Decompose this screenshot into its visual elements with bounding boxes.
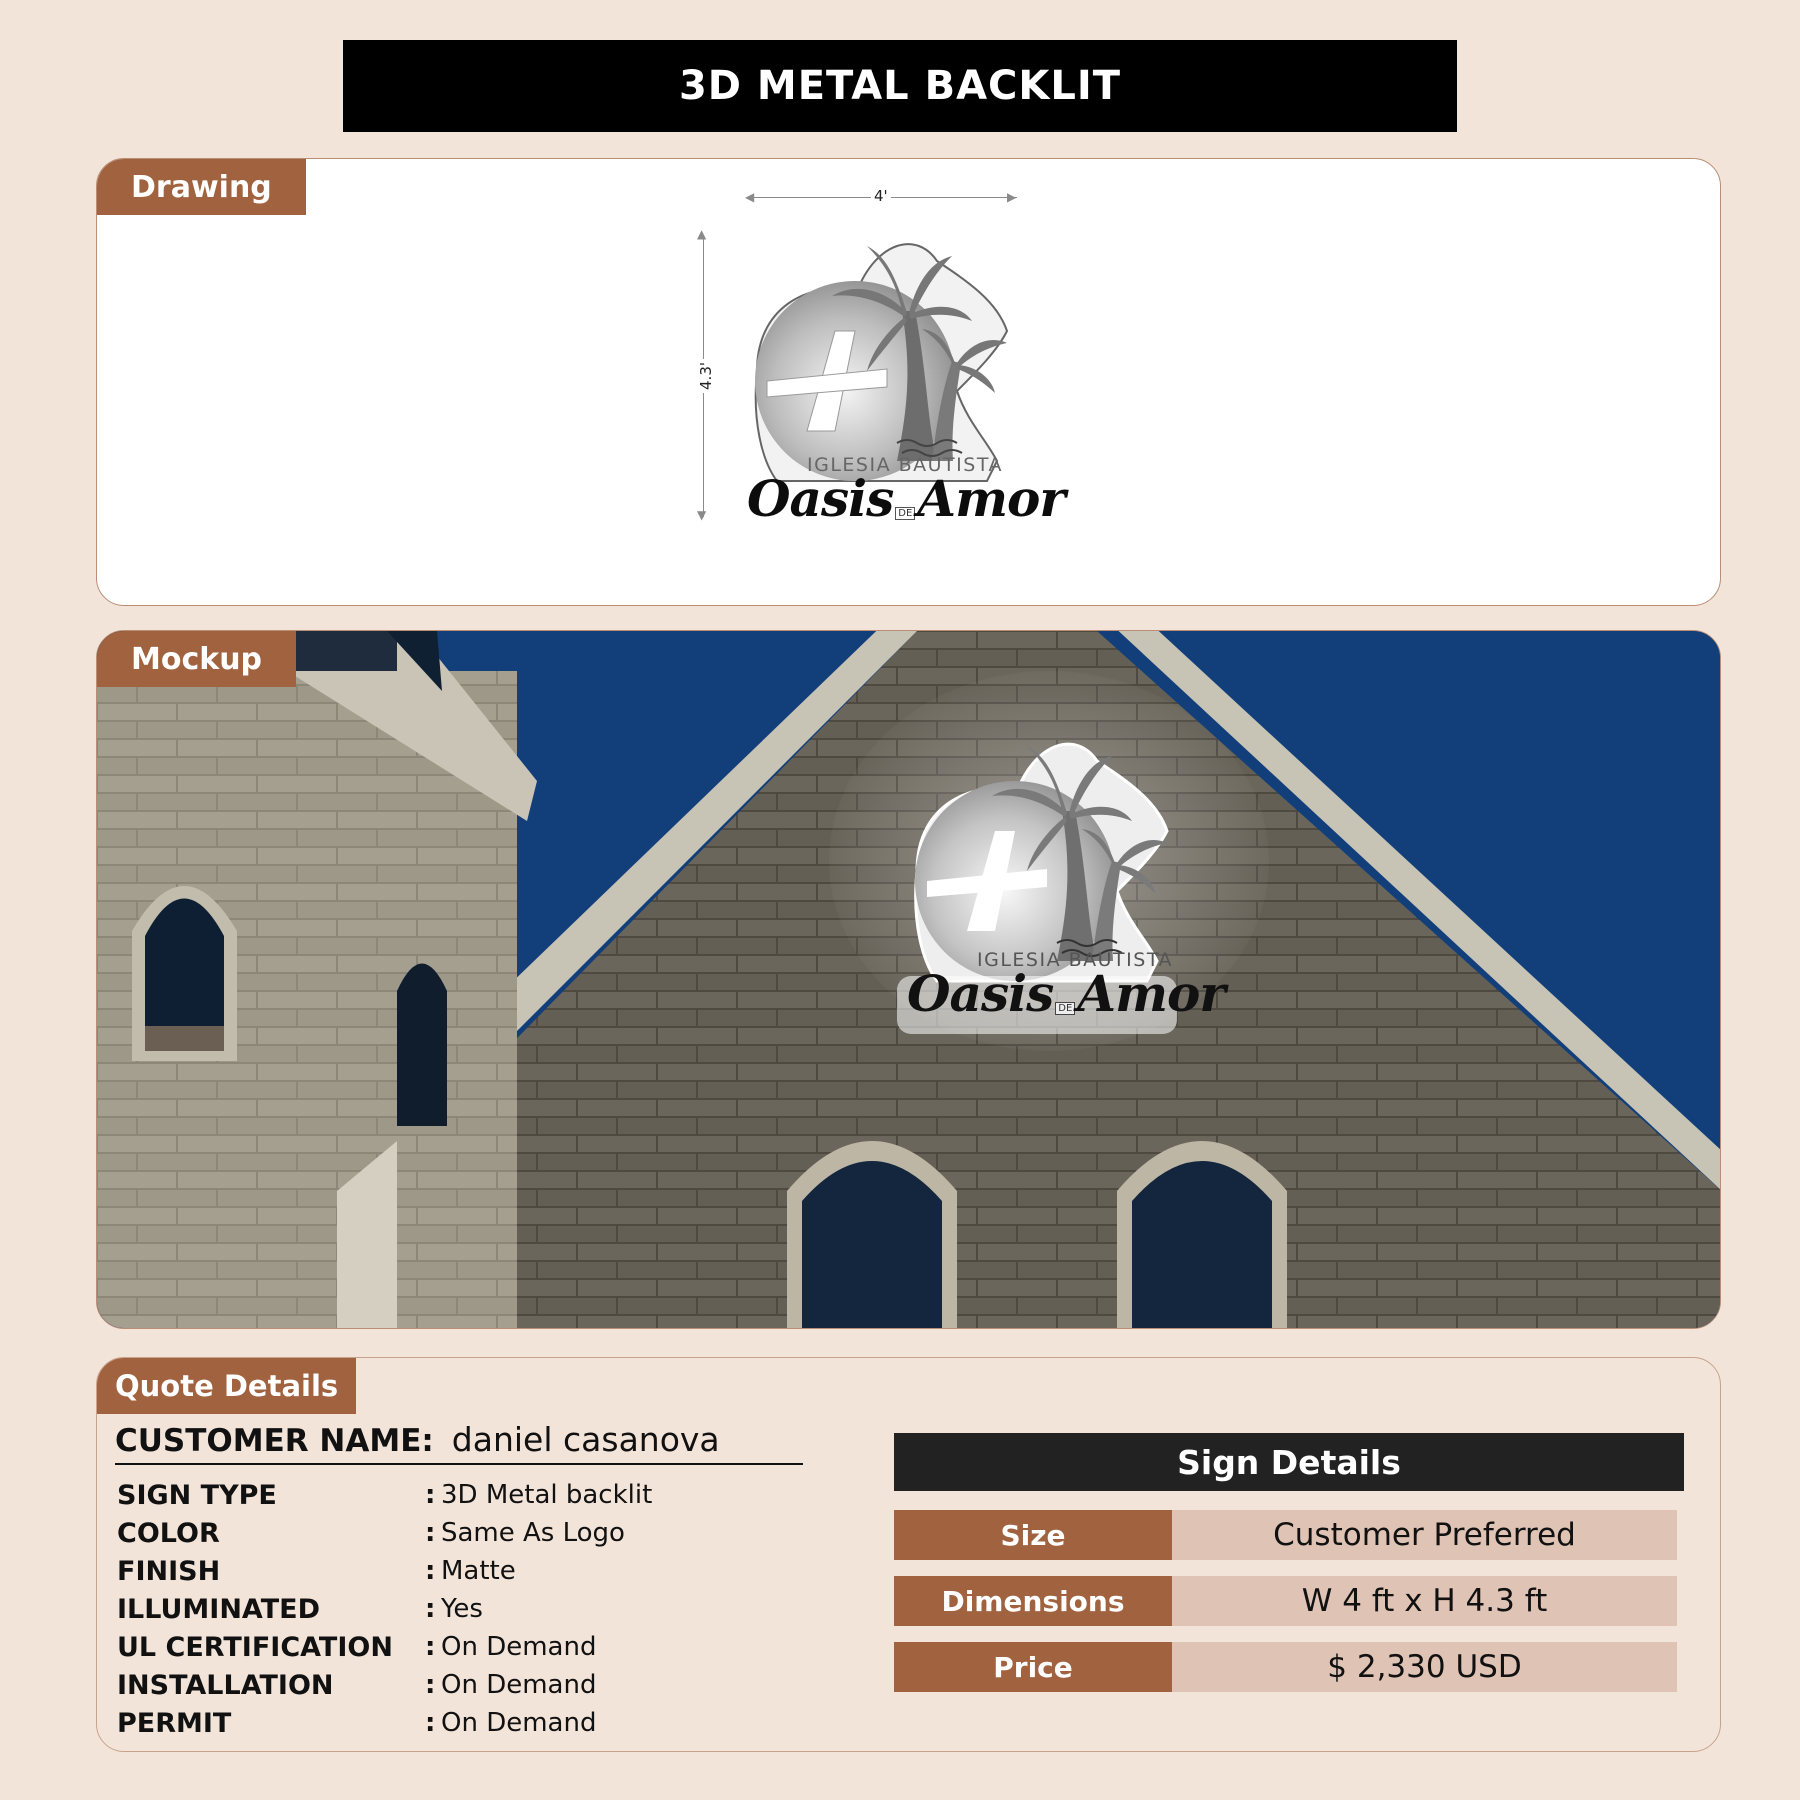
detail-key: Price — [894, 1642, 1172, 1692]
detail-value: Customer Preferred — [1172, 1510, 1677, 1560]
mockup-logo-wordmark — [907, 964, 1225, 1023]
width-label: 4' — [871, 187, 891, 205]
detail-row-dimensions — [894, 1576, 1677, 1626]
customer-name-row — [115, 1420, 803, 1465]
detail-row-price — [894, 1642, 1677, 1692]
customer-name-value: daniel casanova — [451, 1420, 720, 1459]
spec-label: SIGN TYPE — [117, 1479, 277, 1511]
spec-value: 3D Metal backlit — [441, 1480, 653, 1510]
customer-name-label: CUSTOMER NAME: — [115, 1423, 434, 1459]
sign-details-header: Sign Details — [894, 1433, 1684, 1491]
spec-value: Yes — [441, 1594, 483, 1624]
detail-row-size — [894, 1510, 1677, 1560]
spec-row: PERMIT : On Demand — [117, 1707, 597, 1739]
spec-label: INSTALLATION — [117, 1669, 334, 1701]
spec-list — [117, 1476, 737, 1742]
logo-word-de: DE — [895, 507, 915, 520]
spec-label: ILLUMINATED — [117, 1593, 321, 1625]
logo-word-amor: Amor — [917, 469, 1065, 528]
spec-value: On Demand — [441, 1632, 597, 1662]
logo-word-oasis: Oasis — [747, 469, 894, 528]
spec-row: INSTALLATION : On Demand — [117, 1669, 597, 1701]
detail-value: W 4 ft x H 4.3 ft — [1172, 1576, 1677, 1626]
mockup-logo-word-amor: Amor — [1077, 964, 1225, 1023]
mockup-panel — [96, 630, 1721, 1329]
logo-drawing — [737, 221, 1065, 528]
quote-tab: Quote Details — [97, 1358, 356, 1414]
spec-row: FINISH : Matte — [117, 1555, 516, 1587]
page-title: 3D METAL BACKLIT — [343, 40, 1457, 132]
spec-row: ILLUMINATED : Yes — [117, 1593, 483, 1625]
spec-label: FINISH — [117, 1555, 221, 1587]
mockup-logo-word-oasis: Oasis — [907, 964, 1054, 1023]
height-label: 4.3' — [697, 359, 715, 393]
mockup-logo-word-de: DE — [1055, 1002, 1075, 1015]
spec-value: On Demand — [441, 1670, 597, 1700]
spec-value: Same As Logo — [441, 1518, 625, 1548]
spec-value: Matte — [441, 1556, 516, 1586]
quote-panel — [96, 1357, 1721, 1752]
spec-label: PERMIT — [117, 1707, 232, 1739]
logo-wordmark — [747, 469, 1065, 528]
detail-value: $ 2,330 USD — [1172, 1642, 1677, 1692]
detail-key: Size — [894, 1510, 1172, 1560]
mockup-tab: Mockup — [97, 631, 296, 687]
spec-label: UL CERTIFICATION — [117, 1631, 393, 1663]
drawing-tab: Drawing — [97, 159, 306, 215]
spec-row: SIGN TYPE : 3D Metal backlit — [117, 1479, 653, 1511]
drawing-panel: Drawing ◀ ▶ 4' ▲ ▼ 4.3' IGLESIA BAUTISTA Oasis DE Amor — [96, 158, 1721, 606]
logo-subtitle: IGLESIA BAUTISTA — [807, 454, 1003, 476]
spec-label: COLOR — [117, 1517, 220, 1549]
spec-row: COLOR : Same As Logo — [117, 1517, 625, 1549]
detail-key: Dimensions — [894, 1576, 1172, 1626]
spec-value: On Demand — [441, 1708, 597, 1738]
spec-row: UL CERTIFICATION : On Demand — [117, 1631, 597, 1663]
mockup-logo-subtitle: IGLESIA BAUTISTA — [977, 949, 1173, 971]
